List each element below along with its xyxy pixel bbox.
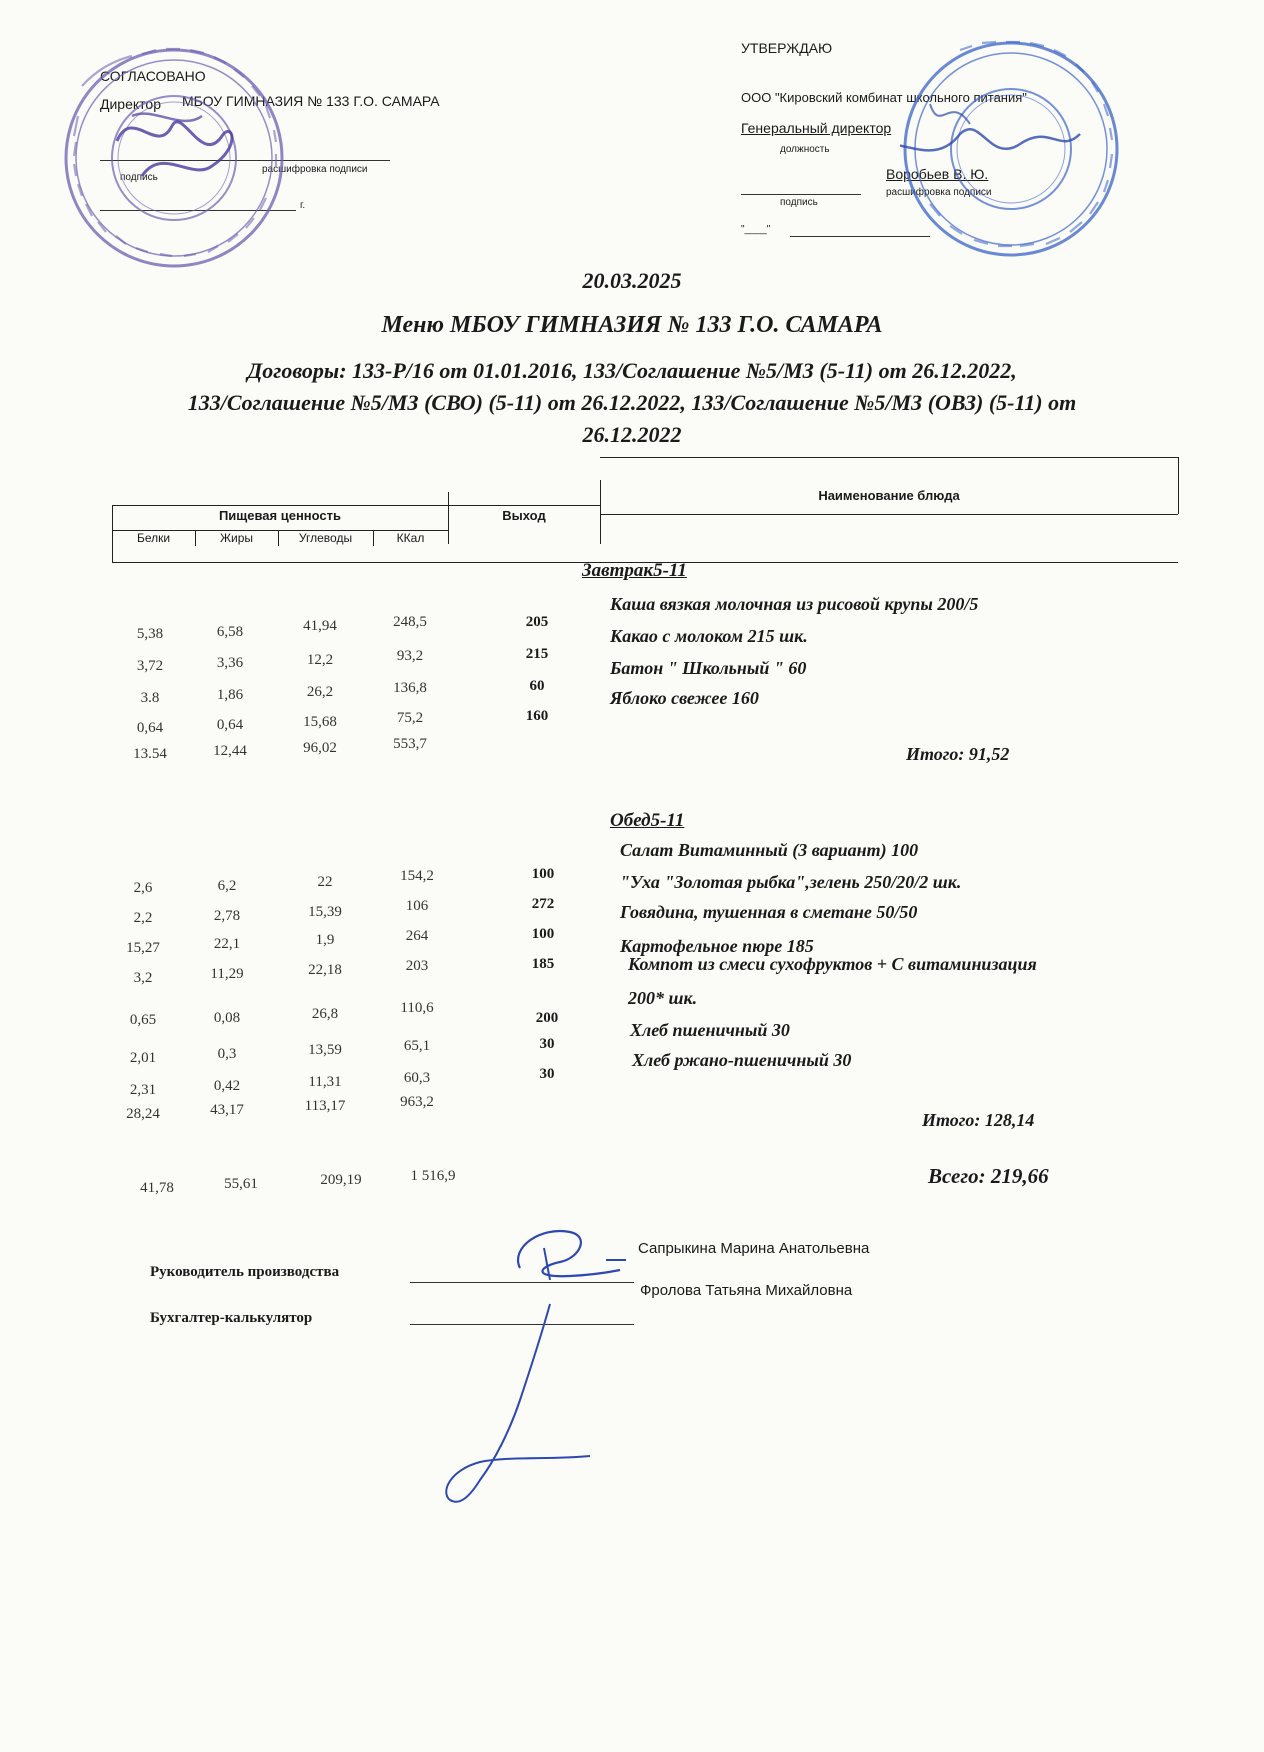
contracts-line-1: Договоры: 133-Р/16 от 01.01.2016, 133/Соглашение №5/МЗ (5-11) от 26.12.2022, xyxy=(247,358,1017,383)
contracts-line-2: 133/Соглашение №5/МЗ (СВО) (5-11) от 26.12.2022, 133/Соглашение №5/МЗ (ОВЗ) (5-11) от xyxy=(187,390,1077,415)
approval-left-org: МБОУ ГИМНАЗИЯ № 133 Г.О. САМАРА xyxy=(182,93,440,109)
dish-name: Каша вязкая молочная из рисовой крупы 200/5 xyxy=(610,594,979,614)
cell-carbs: 26,2 xyxy=(306,684,334,700)
cell-kcal: 60,3 xyxy=(403,1070,431,1086)
header-nutrition: Пищевая ценность xyxy=(218,508,342,523)
cell-kcal: 75,2 xyxy=(396,710,424,726)
name-accountant: Фролова Татьяна Михайловна xyxy=(640,1282,853,1299)
breakfast-total: Итого: 91,52 xyxy=(906,744,1010,764)
cell-proteins: 0,65 xyxy=(129,1012,157,1028)
cell-output: 205 xyxy=(525,614,549,630)
sum-fats: 43,17 xyxy=(210,1102,244,1118)
cell-kcal: 203 xyxy=(405,958,429,974)
cell-fats: 2,78 xyxy=(213,908,241,924)
role-accountant: Бухгалтер-калькулятор xyxy=(150,1310,313,1326)
cell-fats: 1,86 xyxy=(216,687,244,703)
sum-carbs: 113,17 xyxy=(304,1098,346,1114)
cell-proteins: 2,31 xyxy=(129,1082,157,1098)
approval-right-position-label: должность xyxy=(780,144,830,155)
cell-fats: 0,3 xyxy=(217,1046,237,1062)
name-production-head: Сапрыкина Марина Анатольевна xyxy=(638,1240,870,1257)
document-date: 20.03.2025 xyxy=(582,268,682,293)
dish-name: "Уха "Золотая рыбка",зелень 250/20/2 шк. xyxy=(620,872,962,892)
cell-carbs: 22 xyxy=(317,874,333,890)
grand-proteins: 41,78 xyxy=(140,1180,174,1196)
approval-left-year: г. xyxy=(300,200,306,211)
cell-output: 60 xyxy=(529,678,545,694)
cell-proteins: 2,6 xyxy=(133,880,153,896)
cell-proteins: 3,2 xyxy=(133,970,153,986)
dish-name: Батон " Школьный " 60 xyxy=(610,658,807,678)
sum-kcal: 963,2 xyxy=(400,1094,434,1110)
sum-carbs: 96,02 xyxy=(303,740,337,756)
approval-right-org: ООО "Кировский комбинат школьного питания" xyxy=(741,90,1027,105)
approval-right-decode-label: расшифровка подписи xyxy=(886,187,992,198)
cell-kcal: 154,2 xyxy=(400,868,434,884)
cell-output: 30 xyxy=(539,1036,555,1052)
cell-fats: 0,64 xyxy=(216,717,244,733)
cell-kcal: 136,8 xyxy=(393,680,427,696)
cell-carbs: 22,18 xyxy=(308,962,342,978)
sum-kcal: 553,7 xyxy=(393,736,427,752)
contracts-line-3: 26.12.2022 xyxy=(582,422,682,447)
cell-kcal: 65,1 xyxy=(403,1038,431,1054)
cell-proteins: 3,72 xyxy=(136,658,164,674)
dish-name: Яблоко свежее 160 xyxy=(610,688,759,708)
approval-right-sign-line xyxy=(741,194,861,195)
company-seal-stamp xyxy=(900,34,1122,264)
cell-carbs: 1,9 xyxy=(315,932,335,948)
cell-output: 160 xyxy=(525,708,549,724)
cell-fats: 3,36 xyxy=(216,655,244,671)
sum-fats: 12,44 xyxy=(213,743,247,759)
approval-right-title: УТВЕРЖДАЮ xyxy=(741,40,833,56)
header-kcal: ККал xyxy=(396,531,425,545)
cell-kcal: 106 xyxy=(405,898,429,914)
grand-kcal: 1 516,9 xyxy=(410,1168,456,1184)
approval-left-decode-label: расшифровка подписи xyxy=(262,164,368,175)
cell-output: 100 xyxy=(531,926,555,942)
dish-name-continued: 200* шк. xyxy=(628,988,698,1008)
header-dish: Наименование блюда xyxy=(818,488,960,503)
cell-proteins: 5,38 xyxy=(136,626,164,642)
document-title: Меню МБОУ ГИМНАЗИЯ № 133 Г.О. САМАРА xyxy=(381,312,883,338)
dish-name: Какао с молоком 215 шк. xyxy=(610,626,808,646)
approval-left-title: СОГЛАСОВАНО xyxy=(100,68,206,84)
dish-name: Хлеб пшеничный 30 xyxy=(630,1020,790,1040)
approval-left-sig-label: подпись xyxy=(120,172,158,183)
dish-name: Салат Витаминный (3 вариант) 100 xyxy=(620,840,919,860)
cell-fats: 0,42 xyxy=(213,1078,241,1094)
cell-fats: 6,58 xyxy=(216,624,244,640)
cell-proteins: 0,64 xyxy=(136,720,164,736)
approval-right-date-quote: "____" xyxy=(741,224,771,235)
grand-total: Всего: 219,66 xyxy=(928,1164,1049,1188)
sum-proteins: 13.54 xyxy=(133,746,167,762)
cell-kcal: 248,5 xyxy=(393,614,427,630)
cell-carbs: 15,68 xyxy=(303,714,337,730)
approval-right-signer: Воробьев В. Ю. xyxy=(886,166,989,182)
cell-output: 30 xyxy=(539,1066,555,1082)
school-seal-stamp xyxy=(62,46,286,270)
cell-output: 215 xyxy=(525,646,549,662)
cell-proteins: 3.8 xyxy=(140,690,160,706)
approval-right-sig-label: подпись xyxy=(780,197,818,208)
dish-name: Картофельное пюре 185 xyxy=(620,936,814,956)
breakfast-section-title: Завтрак5-11 xyxy=(582,560,687,581)
cell-carbs: 12,2 xyxy=(306,652,334,668)
cell-proteins: 2,01 xyxy=(129,1050,157,1066)
cell-output: 272 xyxy=(531,896,555,912)
cell-fats: 6,2 xyxy=(217,878,237,894)
handwritten-signature-2 xyxy=(440,1300,600,1520)
cell-carbs: 15,39 xyxy=(308,904,342,920)
header-output: Выход xyxy=(502,508,546,523)
cell-proteins: 2,2 xyxy=(133,910,153,926)
cell-fats: 0,08 xyxy=(213,1010,241,1026)
cell-carbs: 11,31 xyxy=(308,1074,342,1090)
cell-kcal: 93,2 xyxy=(396,648,424,664)
approval-left-position: Директор xyxy=(100,96,161,112)
approval-right-position: Генеральный директор xyxy=(741,120,892,136)
cell-kcal: 264 xyxy=(405,928,429,944)
cell-carbs: 26,8 xyxy=(311,1006,339,1022)
cell-carbs: 41,94 xyxy=(303,618,337,634)
cell-output: 100 xyxy=(531,866,555,882)
cell-output: 200 xyxy=(535,1010,559,1026)
lunch-total: Итого: 128,14 xyxy=(922,1110,1035,1130)
cell-fats: 11,29 xyxy=(210,966,244,982)
lunch-section-title: Обед5-11 xyxy=(610,810,685,831)
header-proteins: Белки xyxy=(136,531,171,545)
handwritten-signature-1 xyxy=(500,1218,640,1298)
header-fats: Жиры xyxy=(219,531,254,545)
header-carbs: Углеводы xyxy=(298,531,353,545)
dish-name: Говядина, тушенная в сметане 50/50 xyxy=(620,902,918,922)
dish-name: Компот из смеси сухофруктов + С витаминизация xyxy=(628,954,1037,974)
cell-carbs: 13,59 xyxy=(308,1042,342,1058)
cell-proteins: 15,27 xyxy=(126,940,160,956)
dish-name: Хлеб ржано-пшеничный 30 xyxy=(632,1050,852,1070)
cell-kcal: 110,6 xyxy=(400,1000,434,1016)
role-production-head: Руководитель производства xyxy=(150,1264,340,1280)
cell-fats: 22,1 xyxy=(213,936,241,952)
sum-proteins: 28,24 xyxy=(126,1106,160,1122)
cell-output: 185 xyxy=(531,956,555,972)
grand-carbs: 209,19 xyxy=(320,1172,362,1188)
grand-fats: 55,61 xyxy=(224,1176,258,1192)
